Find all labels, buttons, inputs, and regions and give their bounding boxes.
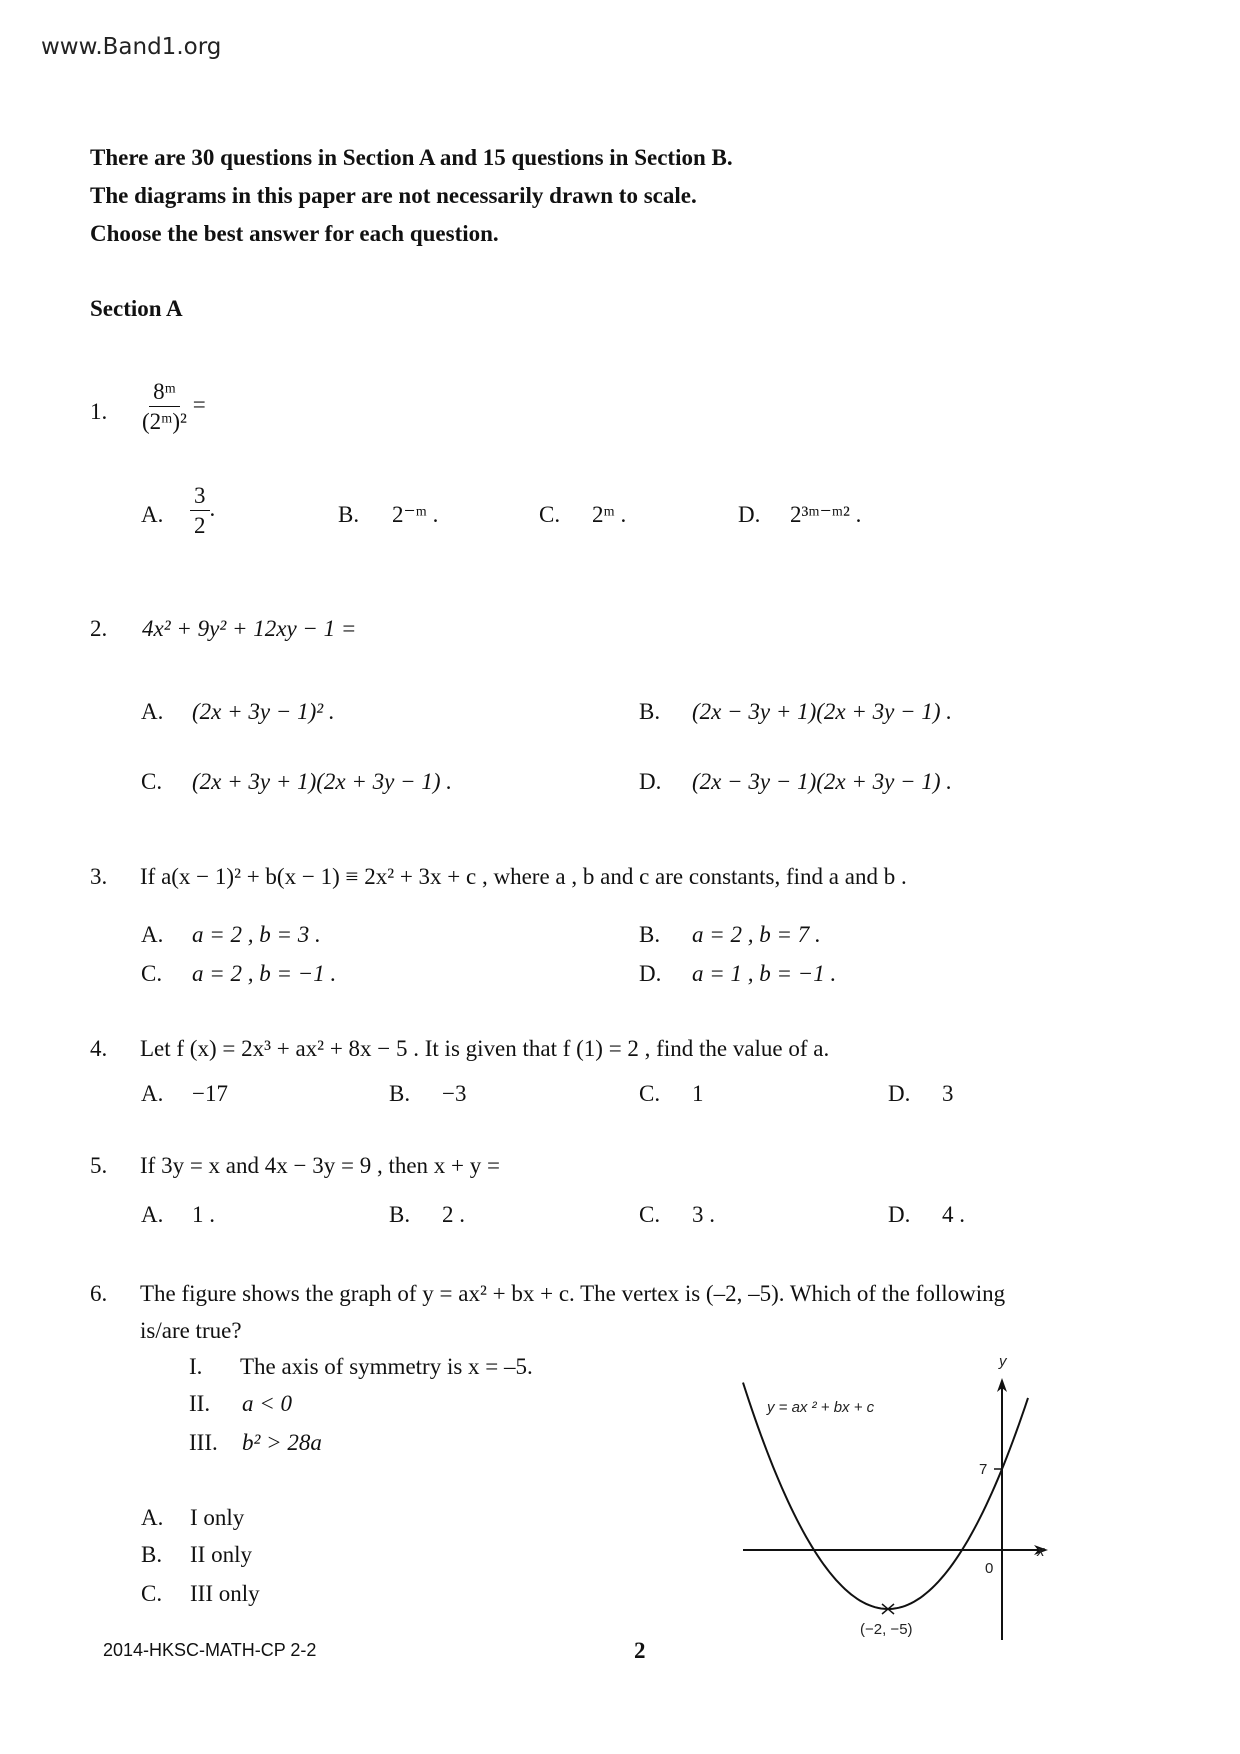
- option-value: 4 .: [942, 1202, 965, 1227]
- numerator: 8ᵐ: [149, 380, 180, 407]
- option-value: a = 2 , b = 3 .: [192, 922, 321, 947]
- instruction-line: The diagrams in this paper are not necessarily drawn to scale.: [90, 183, 697, 208]
- statement-label: III.: [189, 1430, 218, 1455]
- question-stem: The figure shows the graph of y = ax² + bx + c. The vertex is (–2, –5). Which of the following: [140, 1281, 1006, 1306]
- option-value: (2x + 3y − 1)² .: [192, 699, 335, 724]
- option-value: 3: [942, 1081, 954, 1106]
- option-value: a = 1 , b = −1 .: [692, 961, 837, 986]
- option-value: 1 .: [192, 1202, 215, 1227]
- option-value: −3: [442, 1081, 467, 1106]
- option-value: −17: [192, 1081, 228, 1106]
- question-stem-cont: is/are true?: [140, 1318, 242, 1343]
- equals: =: [192, 391, 206, 417]
- statement-text: a < 0: [242, 1391, 293, 1416]
- period: .: [209, 495, 216, 521]
- option-label: B.: [389, 1202, 411, 1227]
- question-number: 3.: [90, 864, 108, 889]
- option-value: a = 2 , b = 7 .: [692, 922, 821, 947]
- paper-code: 2014-HKSC-MATH-CP 2-2: [103, 1640, 317, 1660]
- option-label: B.: [639, 922, 661, 947]
- option-label: B.: [639, 699, 661, 724]
- y-intercept-label: 7: [979, 1461, 988, 1478]
- option-label: A.: [141, 1081, 164, 1106]
- option-value: I only: [190, 1505, 245, 1530]
- option-label: D.: [738, 502, 761, 527]
- option-value: 2³ᵐ⁻ᵐ² .: [790, 502, 862, 527]
- x-axis-label: x: [1037, 1543, 1045, 1560]
- option-label: A.: [141, 502, 164, 527]
- question-number: 1.: [90, 399, 108, 424]
- instruction-line: Choose the best answer for each question.: [90, 221, 499, 246]
- instruction-line: There are 30 questions in Section A and 15 questions in Section B.: [90, 145, 733, 170]
- option-value: 2 .: [442, 1202, 465, 1227]
- option-label: C.: [141, 1581, 163, 1606]
- question-stem: Let f (x) = 2x³ + ax² + 8x − 5 . It is given that f (1) = 2 , find the value of a.: [140, 1036, 830, 1061]
- option-label: C.: [639, 1202, 661, 1227]
- option-value: (2x + 3y + 1)(2x + 3y − 1) .: [192, 769, 453, 794]
- option-label: D.: [888, 1202, 911, 1227]
- option-label: B.: [389, 1081, 411, 1106]
- option-value: 2ᵐ .: [592, 502, 627, 527]
- option-label: A.: [141, 1505, 164, 1530]
- section-title: Section A: [90, 296, 183, 321]
- page-number: 2: [634, 1638, 646, 1663]
- option-value: 3 .: [692, 1202, 715, 1227]
- option-label: A.: [141, 1202, 164, 1227]
- statement-label: II.: [189, 1391, 211, 1416]
- y-axis-label: y: [999, 1353, 1007, 1370]
- option-label: C.: [539, 502, 561, 527]
- question-stem: If a(x − 1)² + b(x − 1) ≡ 2x² + 3x + c , where a , b and c are constants, find a and b .: [140, 864, 907, 889]
- option-value: 1: [692, 1081, 704, 1106]
- option-label: A.: [141, 699, 164, 724]
- option-label: D.: [639, 961, 662, 986]
- option-label: B.: [141, 1542, 163, 1567]
- question-stem: If 3y = x and 4x − 3y = 9 , then x + y =: [140, 1153, 500, 1178]
- option-value: a = 2 , b = −1 .: [192, 961, 337, 986]
- option-value: 2⁻ᵐ .: [392, 502, 439, 527]
- question-number: 6.: [90, 1281, 108, 1306]
- option-label: C.: [141, 961, 163, 986]
- option-value: (2x − 3y + 1)(2x + 3y − 1) .: [692, 699, 953, 724]
- question-stem: 4x² + 9y² + 12xy − 1 =: [142, 616, 357, 641]
- statement-text: The axis of symmetry is x = –5.: [240, 1354, 533, 1379]
- option-label: D.: [639, 769, 662, 794]
- question-number: 4.: [90, 1036, 108, 1061]
- option-label: C.: [639, 1081, 661, 1106]
- option-label: D.: [888, 1081, 911, 1106]
- statement-text: b² > 28a: [242, 1430, 322, 1455]
- option-label: B.: [338, 502, 360, 527]
- statement-label: I.: [189, 1354, 203, 1379]
- option-value: III only: [190, 1581, 260, 1606]
- vertex-label: (−2, −5): [860, 1621, 913, 1638]
- graph-equation: y = ax ² + bx + c: [767, 1399, 875, 1416]
- question-number: 5.: [90, 1153, 108, 1178]
- option-value: (2x − 3y − 1)(2x + 3y − 1) .: [692, 769, 953, 794]
- question-number: 2.: [90, 616, 108, 641]
- option-label: C.: [141, 769, 163, 794]
- option-value: II only: [190, 1542, 252, 1567]
- site-watermark[interactable]: www.Band1.org: [41, 34, 222, 60]
- numerator: 3: [190, 484, 210, 511]
- denominator: (2ᵐ)²: [142, 409, 187, 434]
- origin-label: 0: [985, 1560, 994, 1577]
- denominator: 2: [194, 513, 206, 538]
- option-label: A.: [141, 922, 164, 947]
